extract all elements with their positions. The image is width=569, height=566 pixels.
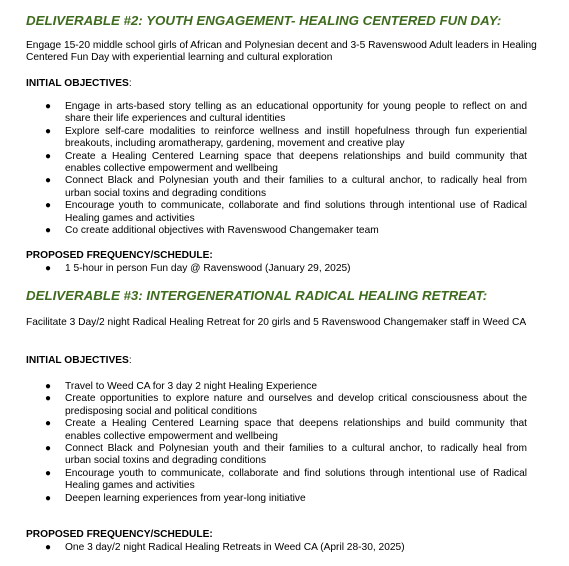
deliverable-2-intro: Engage 15-20 middle school girls of African and Polynesian decent and 3-5 Ravenswood Adult leaders in Healing Centered Fun Day with experiential learning and cultural exploration	[26, 40, 537, 64]
bullet-icon: ●	[45, 175, 52, 187]
deliverable-3-objectives-list	[45, 381, 527, 505]
bullet-icon: ●	[45, 225, 52, 237]
deliverable-3-schedule-label: PROPOSED FREQUENCY/SCHEDULE:	[26, 529, 213, 540]
list-item: ● Encourage youth to communicate, collaborate and find solutions through intentional use of Radical Healing games and activities	[45, 200, 527, 224]
list-item: ● Connect Black and Polynesian youth and their families to a cultural anchor, to radically heal from urban social toxins and degrading conditions	[45, 175, 527, 199]
bullet-icon: ●	[45, 125, 52, 137]
list-item: ● Connect Black and Polynesian youth and their families to a cultural anchor, to radically heal from urban social toxins and degrading conditions	[45, 443, 527, 467]
bullet-icon: ●	[45, 150, 52, 162]
bullet-icon: ●	[45, 443, 52, 455]
deliverable-3-intro: Facilitate 3 Day/2 night Radical Healing Retreat for 20 girls and 5 Ravenswood Changemaker staff in Weed CA	[26, 317, 527, 328]
bullet-icon: ●	[45, 381, 52, 392]
objectives-label-text: INITIAL OBJECTIVES	[26, 355, 129, 366]
list-item: ● Travel to Weed CA for 3 day 2 night Healing Experience	[45, 381, 317, 392]
list-item: ● Create a Healing Centered Learning space that deepens relationships and build community that enables collective empowerment and wellbeing	[45, 150, 527, 175]
list-item: ● Encourage youth to communicate, collaborate and find solutions through intentional use of Radical Healing games and activities	[45, 467, 527, 492]
list-item: ● Engage in arts-based story telling as an educational opportunity for young people to reflect on and share their life experiences and cultural identities	[45, 101, 527, 125]
bullet-icon: ●	[45, 393, 52, 405]
deliverable-2-heading: DELIVERABLE #2: YOUTH ENGAGEMENT- HEALING CENTERED FUN DAY:	[26, 13, 502, 28]
list-item: ● 1 5-hour in person Fun day @ Ravenswood (January 29, 2025)	[45, 263, 351, 274]
deliverable-3-objectives-label	[26, 355, 132, 366]
deliverable-2-schedule-list	[45, 263, 527, 275]
bullet-icon: ●	[45, 418, 52, 430]
list-item: ● Deepen learning experiences from year-long initiative	[45, 492, 306, 504]
deliverable-2-schedule-label: PROPOSED FREQUENCY/SCHEDULE:	[26, 250, 213, 261]
list-item: ● Explore self-care modalities to reinforce wellness and instill hopefulness through fun experiential breakouts, including aromatherapy, gardening, movement and creative play	[45, 125, 527, 150]
list-item: ● Create a Healing Centered Learning space that deepens relationships and build community that enables collective empowerment and wellbeing	[45, 418, 527, 442]
bullet-icon: ●	[45, 263, 52, 274]
deliverable-2-objectives-list	[45, 101, 527, 237]
bullet-icon: ●	[45, 542, 52, 553]
objectives-label-colon: :	[128, 78, 132, 89]
list-item: ● Create opportunities to explore nature and ourselves and develop critical consciousness about the predisposing social and political conditions	[45, 393, 527, 417]
deliverable-2-objectives-label	[26, 78, 132, 89]
deliverable-3-schedule-list	[45, 542, 527, 554]
bullet-icon: ●	[45, 101, 52, 112]
bullet-icon: ●	[45, 467, 52, 479]
deliverable-3-heading: DELIVERABLE #3: INTERGENERATIONAL RADICAL HEALING RETREAT:	[26, 288, 488, 303]
objectives-label-colon: :	[128, 355, 132, 366]
list-item: ● One 3 day/2 night Radical Healing Retreats in Weed CA (April 28-30, 2025)	[45, 542, 405, 553]
bullet-icon: ●	[45, 492, 52, 504]
list-item: ● Co create additional objectives with Ravenswood Changemaker team	[45, 225, 379, 237]
bullet-icon: ●	[45, 200, 52, 212]
objectives-label-text: INITIAL OBJECTIVES	[26, 78, 129, 89]
